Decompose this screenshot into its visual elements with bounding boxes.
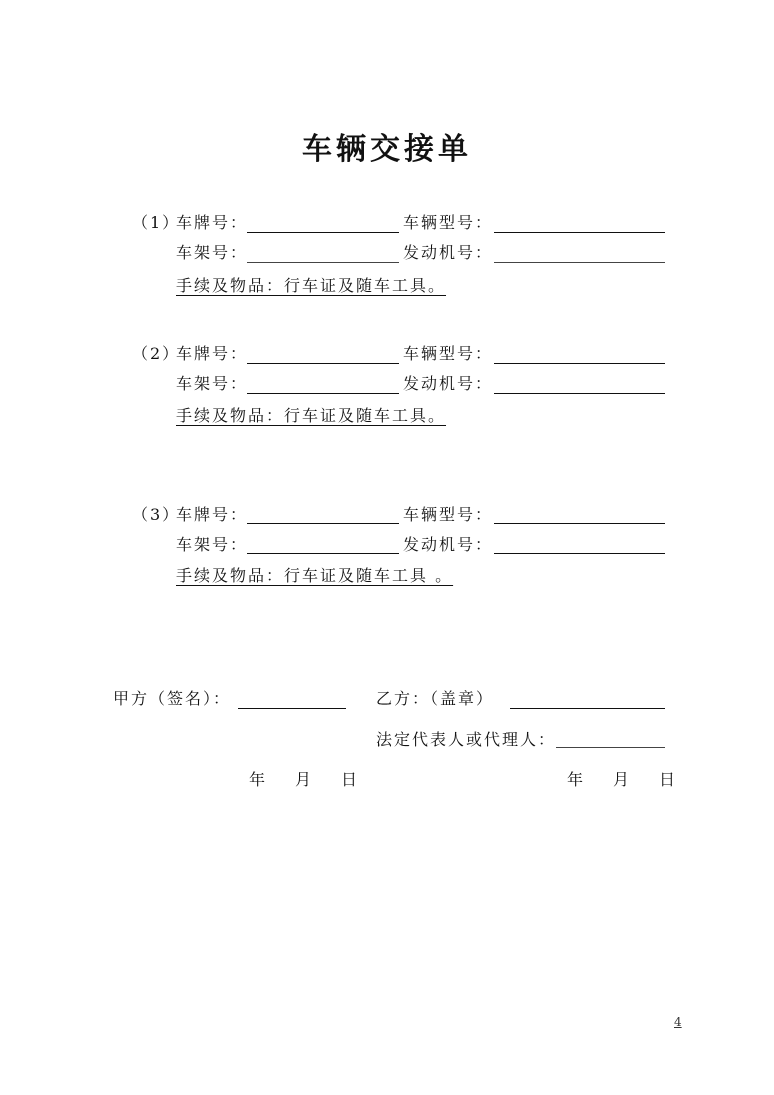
plate-field[interactable] <box>247 232 399 233</box>
party-a-signature-field[interactable] <box>238 708 346 709</box>
legal-rep-label: 法定代表人或代理人： <box>376 730 557 749</box>
frame-label: 车架号： <box>176 243 249 262</box>
party-a-label: 甲方（签名）： <box>113 689 232 708</box>
frame-label: 车架号： <box>176 535 249 554</box>
model-field[interactable] <box>494 232 665 233</box>
frame-field[interactable] <box>247 393 399 394</box>
plate-label: 车牌号： <box>176 344 249 363</box>
date-right-day: 日 <box>659 770 678 789</box>
engine-field[interactable] <box>494 393 665 394</box>
party-b-seal-field[interactable] <box>510 708 665 709</box>
date-left-year: 年 <box>249 770 268 789</box>
plate-field[interactable] <box>247 523 399 524</box>
party-b-label: 乙方：（盖章） <box>376 689 495 708</box>
items-text: 手续及物品：行车证及随车工具。 <box>176 406 447 425</box>
vehicle-index: （1） <box>132 213 181 232</box>
plate-label: 车牌号： <box>176 213 249 232</box>
items-text: 手续及物品：行车证及随车工具 。 <box>176 566 454 585</box>
frame-field[interactable] <box>247 553 399 554</box>
vehicle-index: （2） <box>132 344 181 363</box>
model-field[interactable] <box>494 523 665 524</box>
engine-label: 发动机号： <box>403 535 494 554</box>
items-text: 手续及物品：行车证及随车工具。 <box>176 276 447 295</box>
document-title: 车辆交接单 <box>302 132 472 167</box>
plate-label: 车牌号： <box>176 505 249 524</box>
model-label: 车辆型号： <box>403 505 494 524</box>
date-left-day: 日 <box>341 770 360 789</box>
frame-field[interactable] <box>247 262 399 263</box>
vehicle-index: （3） <box>132 505 181 524</box>
engine-label: 发动机号： <box>403 374 494 393</box>
engine-field[interactable] <box>494 262 665 263</box>
model-label: 车辆型号： <box>403 344 494 363</box>
date-right-month: 月 <box>613 770 632 789</box>
plate-field[interactable] <box>247 363 399 364</box>
date-left-month: 月 <box>295 770 314 789</box>
model-field[interactable] <box>494 363 665 364</box>
model-label: 车辆型号： <box>403 213 494 232</box>
legal-rep-field[interactable] <box>556 747 665 748</box>
date-right-year: 年 <box>567 770 586 789</box>
frame-label: 车架号： <box>176 374 249 393</box>
engine-label: 发动机号： <box>403 243 494 262</box>
page-number: 4 <box>674 1015 682 1029</box>
engine-field[interactable] <box>494 553 665 554</box>
